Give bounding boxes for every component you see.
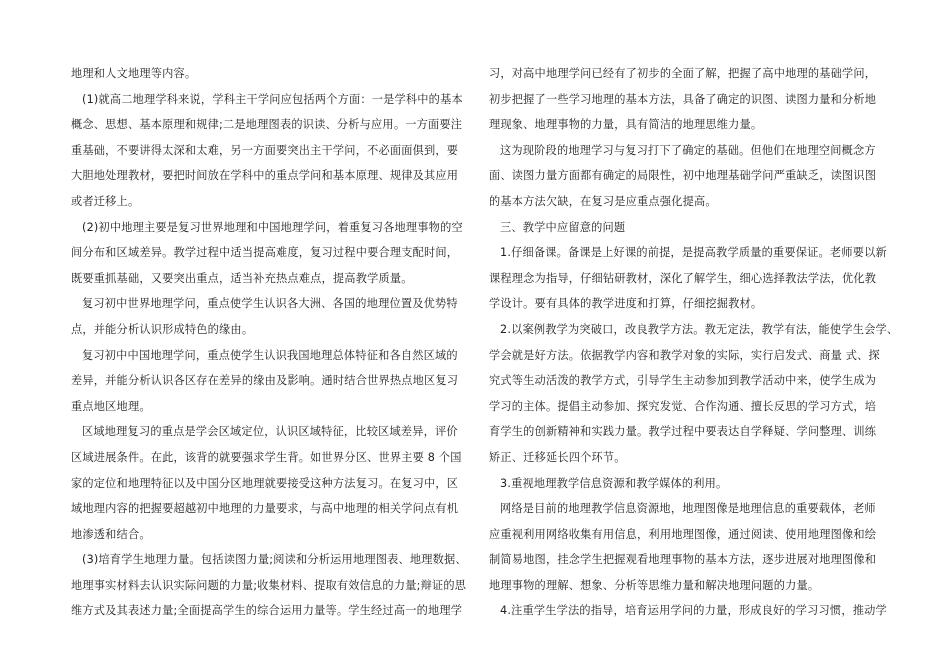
text-line: 区域地理复习的重点是学会区域定位，认识区域特征，比较区域差异，评价 (82, 425, 458, 439)
text-line: 学设计。要有具体的教学进度和打算，仔细挖掘教材。 (489, 297, 763, 311)
text-line: 矫正、迁移延长四个环节。 (489, 450, 626, 464)
text-line: 的基本方法欠缺，在复习是应重点强化提高。 (489, 194, 717, 208)
text-line: (3)培育学生地理力量。包括读图力量;阅读和分析运用地理图表、地理数据、 (82, 553, 467, 567)
text-line: 或者迁移上。 (71, 194, 140, 208)
text-line: 这为现阶段的地理学习与复习打下了确定的基础。但他们在地理空间概念方 (500, 143, 876, 157)
text-line: 2.以案例教学为突破口，改良教学方法。教无定法，教学有法，能使学生会学、 (500, 322, 899, 336)
text-line: 地理事实材料去认识实际问题的力量;收集材料、提取有效信息的力量;辩证的思 (71, 578, 467, 592)
text-line: 点，并能分析认识形成特色的缘由。 (71, 322, 254, 336)
text-line: 差异，并能分析认识各区存在差异的缘由及影响。通时结合世界热点地区复习 (71, 374, 459, 388)
text-line: 家的定位和地理特征以及中国分区地理就要接受这种方法复习。在复习中，区 (71, 476, 459, 490)
text-line: 学会就是好方法。依据教学内容和教学对象的实际，实行启发式、商量 式、探 (489, 348, 880, 362)
text-line: 理现象、地理事物的力量，具有简洁的地理思维力量。 (489, 118, 763, 132)
text-line: 学习的主体。提倡主动参加、探究发觉、合作沟通、擅长反思的学习方式，培 (489, 399, 877, 413)
text-line: 网络是目前的地理教学信息资源地，地理图像是地理信息的重要载体，老师 (500, 502, 876, 516)
text-line: 地理事物的理解、想象、分析等思维力量和解决地理问题的力量。 (489, 578, 820, 592)
text-line: 面、读图力量方面都有确定的局限性，初中地理基础学问严重缺乏，读图识图 (489, 169, 877, 183)
text-line: 究式等生动活泼的教学方式，引导学生主动参加到教学活动中来，使学生成为 (489, 374, 877, 388)
text-line: 重点地区地理。 (71, 399, 151, 413)
text-line: 复习初中中国地理学问，重点使学生认识我国地理总体特征和各自然区域的 (82, 348, 458, 362)
text-line: 课程理念为指导，仔细钻研教材，深化了解学生，细心选择教法学法，优化教 (489, 271, 877, 285)
right-column (489, 61, 899, 624)
text-line: 地理和人文地理等内容。 (71, 67, 197, 80)
text-line: 概念、思想、基本原理和规律;二是地理图表的识读、分析与应用。一方面要注 (71, 118, 463, 132)
text-line: (1)就高二地理学科来说，学科主干学问应包括两个方面：一是学科中的基本 (82, 92, 463, 106)
text-line: 1.仔细备课。备课是上好课的前提，是提高教学质量的重要保证。老师要以新 (500, 246, 887, 260)
text-line: 域地理内容的把握要超越初中地理的力量要求，与高中地理的相关学问点有机 (71, 502, 459, 516)
left-column (71, 61, 467, 624)
text-line: 习，对高中地理学问已经有了初步的全面了解，把握了高中地理的基础学问， (489, 67, 877, 80)
text-line: 间分布和区域差异。教学过程中适当提高难度，复习过程中要合理支配时间， (71, 246, 459, 260)
text-line: 三、教学中应留意的问题 (500, 220, 626, 234)
text-line: 大胆地处理教材，要把时间放在学科中的重点学问和基本原理、规律及其应用 (71, 169, 459, 183)
text-line: 3.重视地理教学信息资源和教学媒体的利用。 (500, 476, 728, 490)
text-line: 制简易地图，挂念学生把握观看地理事物的基本方法，逐步进展对地理图像和 (489, 553, 877, 567)
text-line: 复习初中世界地理学问，重点使学生认识各大洲、各国的地理位置及优势特 (82, 297, 458, 311)
text-line: 育学生的创新精神和实践力量。教学过程中要表达自学释疑、学问整理、训练 (489, 425, 877, 439)
text-line: (2)初中地理主要是复习世界地理和中国地理学问，着重复习各地理事物的空 (82, 220, 463, 234)
text-line: 地渗透和结合。 (71, 527, 151, 541)
text-line: 初步把握了一些学习地理的基本方法，具备了确定的识图、读图力量和分析地 (489, 92, 877, 106)
text-line: 区域进展条件。在此，该背的就要强求学生背。如世界分区、世界主要 8 个国 (71, 450, 462, 464)
text-line: 维方式及其表述力量;全面提高学生的综合运用力量等。学生经过高一的地理学 (71, 604, 463, 618)
text-line: 应重视利用网络收集有用信息，利用地理图像，通过阅读、使用地理图像和绘 (489, 527, 877, 541)
text-line: 4.注重学生学法的指导，培育运用学问的力量，形成良好的学习习惯，推动学 (500, 604, 887, 618)
text-line: 重基础，不要讲得太深和太难，另一方面要突出主干学问，不必面面俱到，要 (71, 143, 459, 157)
text-line: 既要重抓基础，又要突出重点，适当补充热点难点，提高教学质量。 (71, 271, 413, 285)
